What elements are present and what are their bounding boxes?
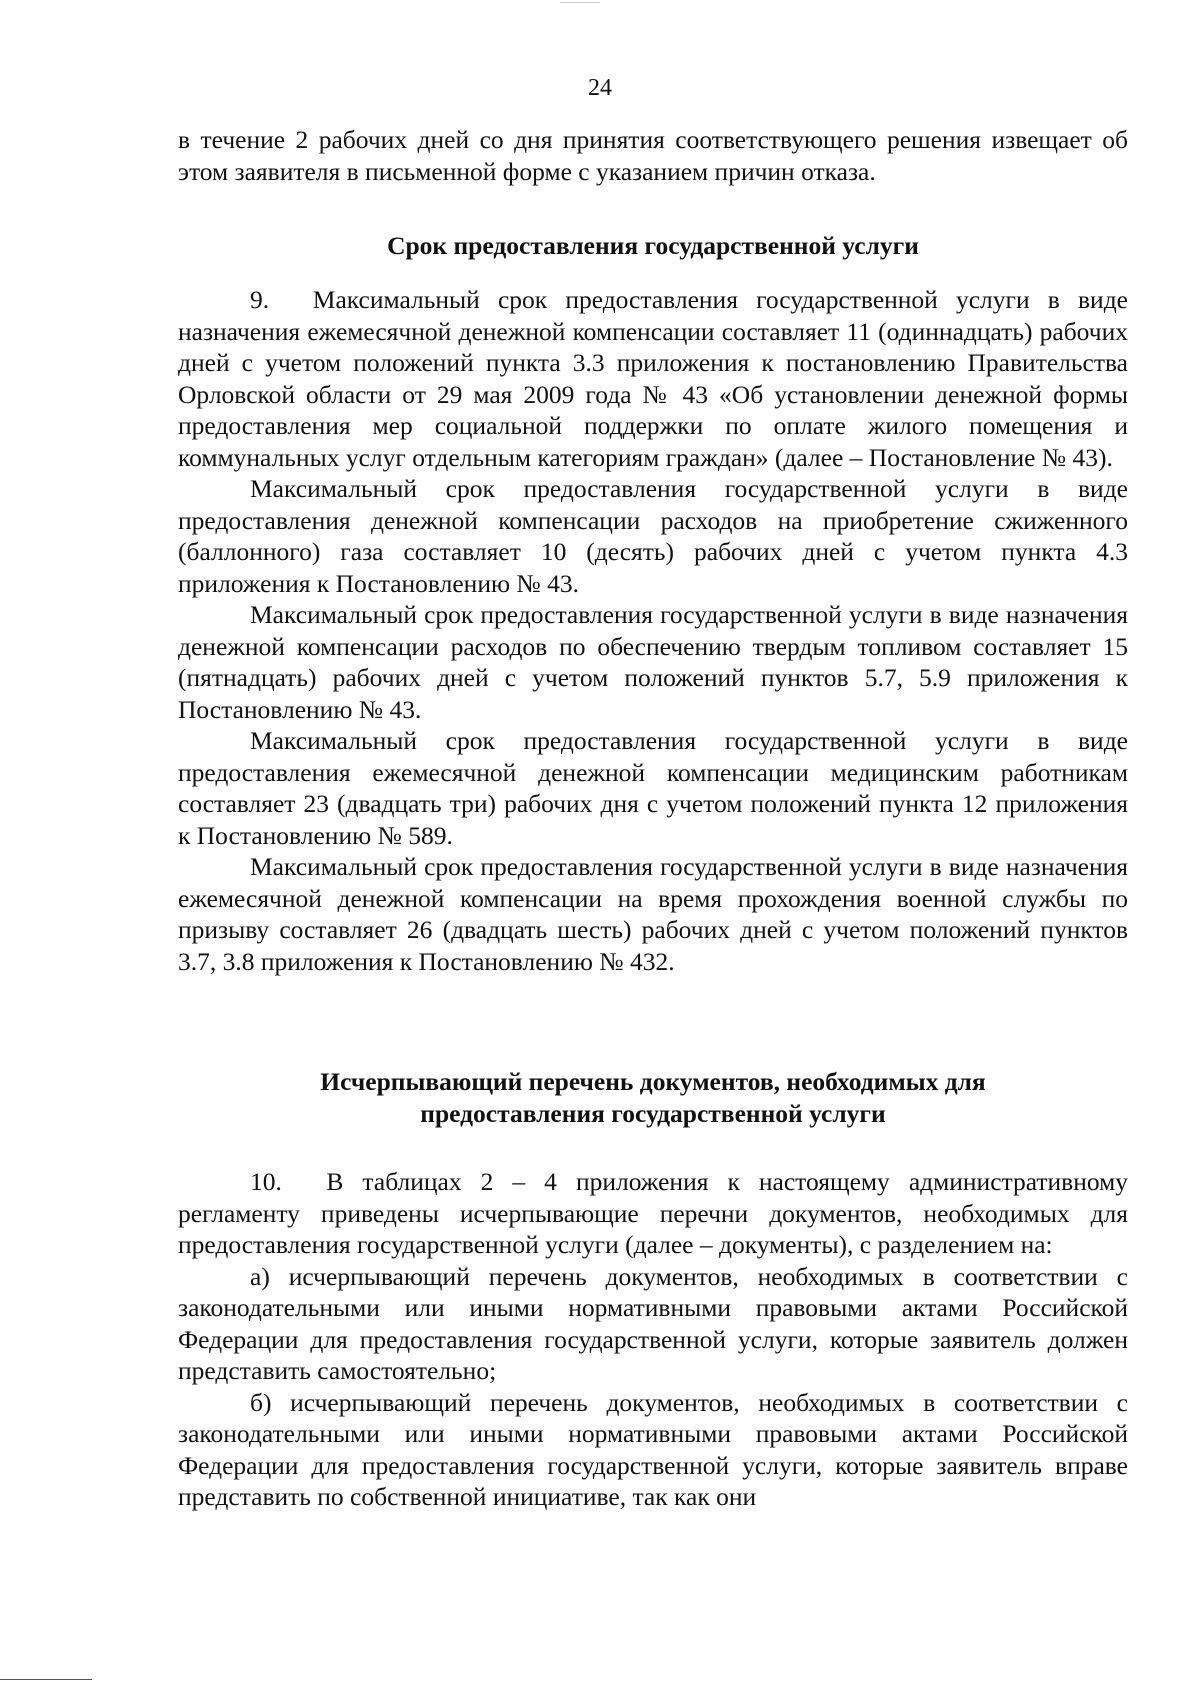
page-number: 24 xyxy=(588,75,612,101)
section-heading-docs xyxy=(178,1066,1128,1130)
intro-block xyxy=(178,124,1128,187)
section-heading-docs-line1: Исчерпывающий перечень документов, необходимых для xyxy=(320,1067,986,1096)
section-heading-docs-line2: предоставления государственной услуги xyxy=(420,1099,886,1128)
term-block xyxy=(178,284,1128,977)
intro-paragraph: в течение 2 рабочих дней со дня принятия соответствующего решения извещает об этом заявителя в письменной форме с указанием причин отказа. xyxy=(178,125,1128,186)
footnote-rule xyxy=(0,1679,92,1680)
docs-item-b: б) исчерпывающий перечень документов, необходимых в соответствии с законодательными или иными нормативными правовыми актами Российской Федерации для предоставления государственной услуги, которые заявитель вправе представить по собственной инициативе, так как они xyxy=(178,1387,1128,1511)
docs-block xyxy=(178,1166,1128,1513)
scan-mark xyxy=(560,2,600,3)
term-paragraph-solid-fuel: Максимальный срок предоставления государственной услуги в виде назначения денежной компенсации расходов по обеспечению твердым топливом составляет 15 (пятнадцать) рабочих дней с учетом положений пунктов 5.7, 5.9 приложения к Постановлению № 43. xyxy=(178,600,1128,724)
section-heading-term: Срок предоставления государственной услуги xyxy=(387,231,919,260)
docs-item-a: а) исчерпывающий перечень документов, необходимых в соответствии с законодательными или иными нормативными правовыми актами Российской Федерации для предоставления государственной услуги, которые заявитель должен представить самостоятельно; xyxy=(178,1261,1128,1385)
term-paragraph-military: Максимальный срок предоставления государственной услуги в виде назначения ежемесячной денежной компенсации на время прохождения военной службы по призыву составляет 26 (двадцать шесть) рабочих дней с учетом положений пунктов 3.7, 3.8 приложения к Постановлению № 432. xyxy=(178,852,1128,976)
paragraph-10: 10. В таблицах 2 – 4 приложения к настоящему административному регламенту приведены исчерпывающие перечни документов, необходимых для предоставления государственной услуги (далее – документы), с разделением на: xyxy=(178,1167,1128,1259)
term-paragraph-gas: Максимальный срок предоставления государственной услуги в виде предоставления денежной компенсации расходов на приобретение сжиженного (баллонного) газа составляет 10 (десять) рабочих дней с учетом пункта 4.3 приложения к Постановлению № 43. xyxy=(178,474,1128,598)
term-paragraph-medical: Максимальный срок предоставления государственной услуги в виде предоставления ежемесячной денежной компенсации медицинским работникам составляет 23 (двадцать три) рабочих дня с учетом положений пункта 12 приложения к Постановлению № 589. xyxy=(178,726,1128,850)
paragraph-9: 9. Максимальный срок предоставления государственной услуги в виде назначения ежемесячной денежной компенсации составляет 11 (одиннадцать) рабочих дней с учетом положений пункта 3.3 приложения к постановлению Правительства Орловской области от 29 мая 2009 года № 43 «Об установлении денежной формы предоставления мер социальной поддержки по оплате жилого помещения и коммунальных услуг отдельным категориям граждан» (далее – Постановление № 43). xyxy=(178,285,1128,472)
